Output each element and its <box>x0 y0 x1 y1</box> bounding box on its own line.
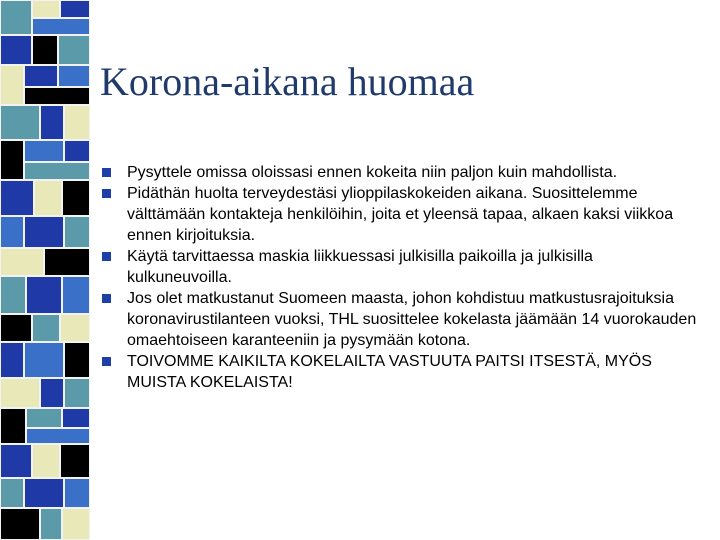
mosaic-tile <box>58 65 90 87</box>
mosaic-tile <box>40 105 64 140</box>
mosaic-tile <box>44 248 90 276</box>
mosaic-tile <box>32 0 60 18</box>
mosaic-tile <box>24 162 90 180</box>
mosaic-tile <box>60 0 90 18</box>
slide-title: Korona-aikana huomaa <box>100 59 475 104</box>
square-bullet-icon <box>102 189 111 198</box>
bullet-text: Pidäthän huolta terveydestäsi ylioppilaskokeiden aikana. Suosittelemme välttämään kontakteja henkilöihin, joita et yleensä tapaa, alkaen kaksi viikkoa ennen kirjoituksia. <box>127 185 674 244</box>
mosaic-tile <box>0 216 24 248</box>
mosaic-tile <box>64 105 90 140</box>
mosaic-tile <box>24 216 64 248</box>
mosaic-tile <box>0 140 24 180</box>
mosaic-tile <box>0 314 32 342</box>
square-bullet-icon <box>102 357 111 366</box>
list-item <box>100 183 700 246</box>
mosaic-tile <box>64 140 90 162</box>
mosaic-tile <box>0 276 26 314</box>
mosaic-tile <box>32 444 60 478</box>
bullet-text: Jos olet matkustanut Suomeen maasta, johon kohdistuu matkustusrajoituksia koronavirustilanteen vuoksi, THL suosittelee kokelasta jäämään 14 vuorokauden omaehtoiseen karanteeniin ja pysymään kotona. <box>127 290 697 349</box>
mosaic-tile <box>0 478 24 508</box>
mosaic-tile <box>0 65 24 105</box>
mosaic-tile <box>40 378 64 408</box>
mosaic-tile <box>26 408 62 428</box>
mosaic-tile <box>0 0 32 35</box>
list-item <box>100 246 700 288</box>
mosaic-tile <box>26 276 62 314</box>
mosaic-tile <box>32 35 58 65</box>
decorative-mosaic-strip <box>0 0 90 540</box>
mosaic-tile <box>60 314 90 342</box>
mosaic-tile <box>64 378 90 408</box>
mosaic-tile <box>58 35 90 65</box>
bullet-text: TOIVOMME KAIKILTA KOKELAILTA VASTUUTA PAITSI ITSESTÄ, MYÖS MUISTA KOKELAISTA! <box>127 353 652 391</box>
mosaic-tile <box>0 508 40 540</box>
mosaic-tile <box>24 87 90 105</box>
mosaic-tile <box>0 248 44 276</box>
list-item <box>100 288 700 351</box>
mosaic-tile <box>64 216 90 248</box>
mosaic-tile <box>24 140 64 162</box>
mosaic-tile <box>0 408 26 444</box>
mosaic-tile <box>0 444 32 478</box>
mosaic-tile <box>32 314 60 342</box>
mosaic-tile <box>26 428 90 444</box>
mosaic-tile <box>62 508 90 540</box>
mosaic-tile <box>62 408 90 428</box>
mosaic-tile <box>62 276 90 314</box>
mosaic-tile <box>64 478 90 508</box>
bullet-list <box>100 162 700 393</box>
square-bullet-icon <box>102 168 111 177</box>
list-item <box>100 351 700 393</box>
mosaic-tile <box>64 342 90 378</box>
bullet-text: Käytä tarvittaessa maskia liikkuessasi julkisilla paikoilla ja julkisilla kulkuneuvoilla. <box>127 248 593 286</box>
square-bullet-icon <box>102 294 111 303</box>
mosaic-tile <box>0 180 34 216</box>
mosaic-tile <box>60 444 90 478</box>
list-item <box>100 162 700 183</box>
mosaic-tile <box>0 35 32 65</box>
mosaic-tile <box>32 18 90 35</box>
mosaic-tile <box>24 342 64 378</box>
mosaic-tile <box>0 342 24 378</box>
mosaic-tile <box>40 508 62 540</box>
mosaic-tile <box>0 105 40 140</box>
mosaic-tile <box>0 378 40 408</box>
mosaic-tile <box>24 478 64 508</box>
bullet-text: Pysyttele omissa oloissasi ennen kokeita niin paljon kuin mahdollista. <box>127 164 618 181</box>
square-bullet-icon <box>102 252 111 261</box>
mosaic-tile <box>62 180 90 216</box>
mosaic-tile <box>34 180 62 216</box>
mosaic-tile <box>24 65 58 87</box>
